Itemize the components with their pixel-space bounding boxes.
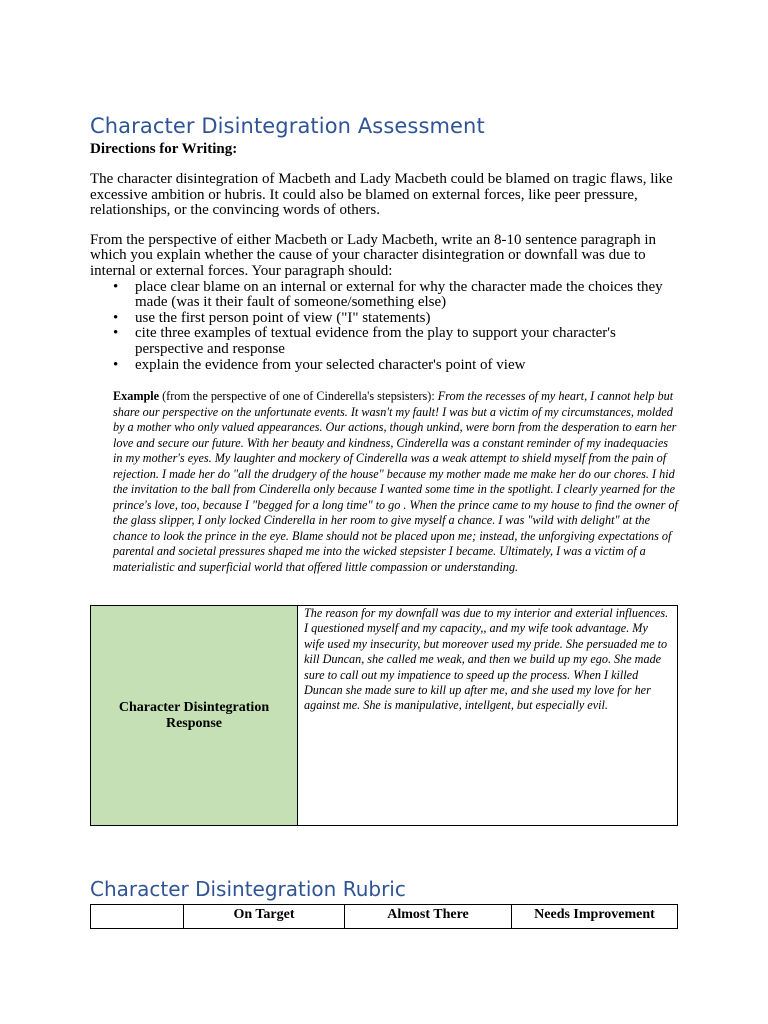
rubric-header-on-target: On Target: [184, 905, 345, 929]
example-note: (from the perspective of one of Cinderella's stepsisters):: [159, 389, 438, 404]
list-item: • cite three examples of textual evidence from the play to support your character's perspective and response: [135, 326, 678, 357]
task-paragraph: From the perspective of either Macbeth or Lady Macbeth, write an 8-10 sentence paragraph in which you explain whether the cause of your character disintegration or downfall was due to internal or external forces. Your paragraph should:: [90, 231, 657, 279]
example-label: Example: [113, 389, 160, 404]
intro-paragraph: The character disintegration of Macbeth and Lady Macbeth could be blamed on tragic flaws, like excessive ambition or hubris. It could also be blamed on external forces, like peer pressure, relationships, or the convincing words of others.: [90, 171, 673, 219]
rubric-header-almost-there: Almost There: [345, 905, 512, 929]
document-body: [90, 112, 678, 575]
rubric-header-blank: [91, 905, 184, 929]
rubric-header-needs-improvement: Needs Improvement: [512, 905, 678, 929]
list-item: • explain the evidence from your selected character's point of view: [135, 358, 678, 374]
page-title: Character Disintegration Assessment: [90, 114, 485, 138]
response-table: [90, 605, 678, 826]
response-label-cell: Character Disintegration Response: [91, 606, 298, 826]
list-item: • use the first person point of view ("I" statements): [135, 311, 678, 327]
response-text-cell[interactable]: The reason for my downfall was due to my interior and exterial influences. I questioned myself and my capacity,, and my wife took advantage. My wife used my insecurity, but moreover used my pride. She persuaded me to kill Duncan, she called me weak, and then we build up my ego. She made sure to call out my impatience to speed up the process. When I killed Duncan she made sure to kill up after me, and she used my love for her against me. She is manipulative, intellgent, but especially evil.: [298, 606, 678, 826]
rubric-table: [90, 904, 678, 929]
directions-label: Directions for Writing:: [90, 141, 238, 157]
list-item: • place clear blame on an internal or external for why the character made the choices they made (was it their fault of someone/something else): [135, 280, 678, 311]
example-paragraph: [113, 389, 678, 575]
example-text: From the recesses of my heart, I cannot help but share our perspective on the unfortunate events. It wasn't my fault! I was but a victim of my circumstances, molded by a mother who only valued appearances. Our actions, though unkind, were born from the desperation to earn her love and secure our future. With her beauty and kindness, Cinderella was a constant reminder of my inadequacies in my mother's eyes. My laughter and mockery of Cinderella was a weak attempt to shield myself from the pain of rejection. I made her do "all the drudgery of the house" because my mother made me make her do our chores. I hid the invitation to the ball from Cinderella only because I wanted some time in the spotlight. I clearly yearned for the prince's love, too, because I "begged for a long time" to go . When the prince came to my house to find the owner of the glass slipper, I only locked Cinderella in her room to give myself a chance. I was "wild with delight" at the chance to look the prince in the eye. Blame should not be placed upon me; instead, the unforgiving expectations of parental and societal pressures shaped me into the wicked stepsister I became. Ultimately, I was a victim of a materialistic and superficial world that offered little compassion or understanding.: [113, 389, 678, 574]
rubric-title: Character Disintegration Rubric: [90, 877, 406, 901]
requirements-list: [90, 280, 678, 374]
